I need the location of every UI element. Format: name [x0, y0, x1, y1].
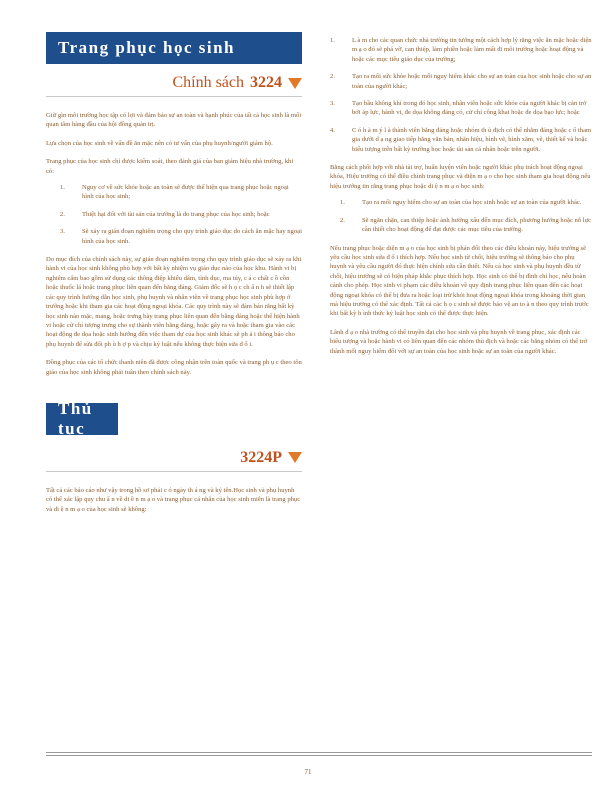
criteria-list [330, 36, 592, 154]
list-item: 1. L à m cho các quan chức nhà trường tin tưởng một cách hợp lý rằng việc ăn mặc hoặc diện m ạ o đó sẽ phá vỡ, can thiệp, làm phiền hoặc làm mất đi môi trường hoặc hoạt động và hoặc các mục tiêu giáo dục của trường; [330, 37, 592, 63]
section-title: Thủ tục [58, 398, 93, 438]
condition-list [46, 183, 302, 246]
section-title: Trang phục học sinh [58, 38, 235, 57]
list-item: 2. Thiệt hại đối với tài sản của trường là do trang phục của học sinh; hoặc [60, 210, 270, 218]
list-item: 1. Tạo ra mối nguy hiểm cho sự an toàn của học sinh hoặc sự an toàn của người khác. [340, 199, 582, 207]
paragraph: Lựa chọn của học sinh về vấn đề ăn mặc nên có tư vấn của phụ huynh/người giám hộ. [46, 139, 273, 147]
paragraph: Do mục đích của chính sách này, sự gián đoạn nghiêm trọng cho quy trình giáo dục sẽ xảy ra khi hành vi của học sinh không phù hợp với bất kỳ nhiệm vụ giáo dục nào của học khu. Hành vi bị nghiêm cấm bao gồm sử dụng các thông điệp khiêu dâm, tình dục, ma túy, c á c chất c ồ cồn hoặc thuốc lá hoặc trang phục liên quan đến băng đảng. Giám đốc sẽ h ọ c ch ấ n h sẽ thiết lập các quy trình hướng dẫn học sinh, phụ huynh và nhân viên về trang phục học sinh phù hợp ở trường hoặc khi tham gia các hoạt động ngoại khóa. Các quy trình này sẽ đảm bảo rằng bất kỳ học sinh nào mặc, mang, hoặc trưng bày trang phục liên quan đến băng đảng hoặc thể hiện hành vi hoặc cử chỉ tượng trưng cho sự thành viên băng đảng, hoặc gây ra và hoặc tham gia vào các hoạt động đe dọa hoặc sinh hướng đến việc tham dự của học sinh khác sẽ ph ả i thông báo cho phụ huynh để sửa đổi ph ù h ợ p và chịu kỷ luật nếu không thực hiện sửa đ ổ i. [46, 256, 302, 348]
paragraph: Tất cả các báo cáo như vậy trong hồ sơ phải c ó ngày th á ng và ký tên.Học sinh và phụ huynh có thể xác lập quy chu ẩ n về di ề n m ạ o và trang phục cá nhân của học sinh miễn là trang phục và di ệ n m ạ o của học sinh sẽ không: [46, 486, 301, 513]
paragraph: Giữ gìn môi trường học tập có lợi và đảm bảo sự an toàn và hạnh phúc của tất cả học sinh là mối quan tâm hàng đầu của hội đồng quản trị. [46, 112, 302, 129]
procedure-header [46, 449, 302, 467]
policy-number: 3224 [250, 74, 282, 91]
activity-list [330, 198, 592, 234]
triangle-marker-icon [288, 78, 302, 89]
section-banner-dress-code [46, 32, 302, 64]
list-item: 3. Sẽ xảy ra gián đoạn nghiêm trọng cho quy trình giáo dục do cách ăn mặc hay ngoại hình của học sinh. [60, 228, 302, 245]
divider [46, 96, 302, 97]
list-item: 4. C ó h à m ý l à thành viên băng đảng hoặc nhóm th ù địch có thể nhằm đáng hoặc c ổ tham gia dưới d ạ ng giao tiếp bằng văn bản, nhãn hiệu, hình vẽ, hình xăm, vẽ, thiết kế và hoặc biểu tượng trên bất kỳ trường học hoặc tài sản cá nhân hoặc trên người. [330, 126, 592, 153]
paragraph: Đồng phục của các tổ chức thanh niên đã được công nhận trên toàn quốc và trang ph ụ c theo tôn giáo của học sinh không phải tuân theo chính sách này. [46, 359, 302, 376]
list-item: 1. Nguy cơ về sức khỏe hoặc an toàn sẽ được thể hiện qua trang phục hoặc ngoại hình của học sinh; [60, 184, 289, 201]
paragraph: Bằng cách phối hợp với nhà tài trợ, huấn luyện viên hoặc người khác phụ trách hoạt động ngoại khóa, Hiệu trưởng có thể điều chỉnh trang phục và diện m ạ o cho học sinh tham gia hoạt động nếu hiệu trưởng tin rằng trang phục hoặc di ệ n m ạ o học sinh: [330, 164, 591, 190]
policy-header [46, 74, 302, 92]
right-column [330, 32, 592, 356]
footer-rule [46, 752, 592, 758]
left-column [46, 32, 302, 514]
list-item: 2. Sẽ ngăn chặn, can thiệp hoặc ảnh hưởng xấu đến mục đích, phương hướng hoặc nỗ lực cần thiết cho hoạt động để đạt được các mục tiêu của trường. [340, 216, 592, 234]
paragraph: Nếu trang phục hoặc diện m ạ o của học sinh bị phản đối theo các điều khoản này, hiệu trưởng sẽ yêu cầu học sinh sửa đ ổ i thích hợp. Nếu học sinh từ chối, hiệu trưởng sẽ thông báo cho phụ huynh và yêu cầu người đó thực hiện chỉnh sửa cần thiết. Nếu cả học sinh và phụ huynh đều từ chối, hiệu trưởng sẽ có biện pháp khắc phục thích hợp. Học sinh có thể bị đình chỉ học, nếu hoàn cảnh cho phép. Học sinh vi phạm các điều khoản về quy định trang phục liên quan đến các hoạt động ngoại khóa có thể bị đưa ra hoặc loại trừ khỏi hoạt động ngoại khóa trong khoảng thời gian mà hiệu trưởng có thể xác định. Tất cả các h ọ c sinh sẽ được bảo vệ an to à n theo quy trình trước khi bất kỳ h ình thức kỷ luật học sinh có thể được thực hiện. [330, 244, 589, 318]
policy-label: Chính sách [172, 74, 244, 91]
divider [46, 471, 302, 472]
section-banner-procedure [46, 398, 118, 438]
procedure-number: 3224P [240, 448, 282, 466]
list-item: 3. Tạo bầu không khí trong đó học sinh, nhân viên hoặc sức khỏe của người khác bị cản trở bởi áp lực, hành vi, đe dọa không đáng có, cử chỉ công khai hoặc đe dọa bạo lực; hoặc [330, 100, 587, 117]
page-number: 71 [304, 768, 312, 776]
triangle-marker-icon [288, 452, 302, 463]
paragraph: Trang phục của học sinh chỉ được kiểm soát, theo đánh giá của ban giám hiệu nhà trường, khi có: [46, 158, 294, 175]
paragraph: Lãnh đ ạ o nhà trường có thể truyền đạt cho học sinh và phụ huynh về trang phục, xác định các biểu tượng và hoặc hành vi có liên quan đến các nhóm thù địch và hoặc các băng nhóm có thể trở thành mối nguy hiểm đối với sự an toàn của học sinh hoặc sự an toàn của người khác. [330, 328, 588, 355]
list-item: 2. Tạo ra mối sức khỏe hoặc mối nguy hiểm khác cho sự an toàn của học sinh hoặc cho sự an toàn của người khác; [330, 73, 592, 90]
